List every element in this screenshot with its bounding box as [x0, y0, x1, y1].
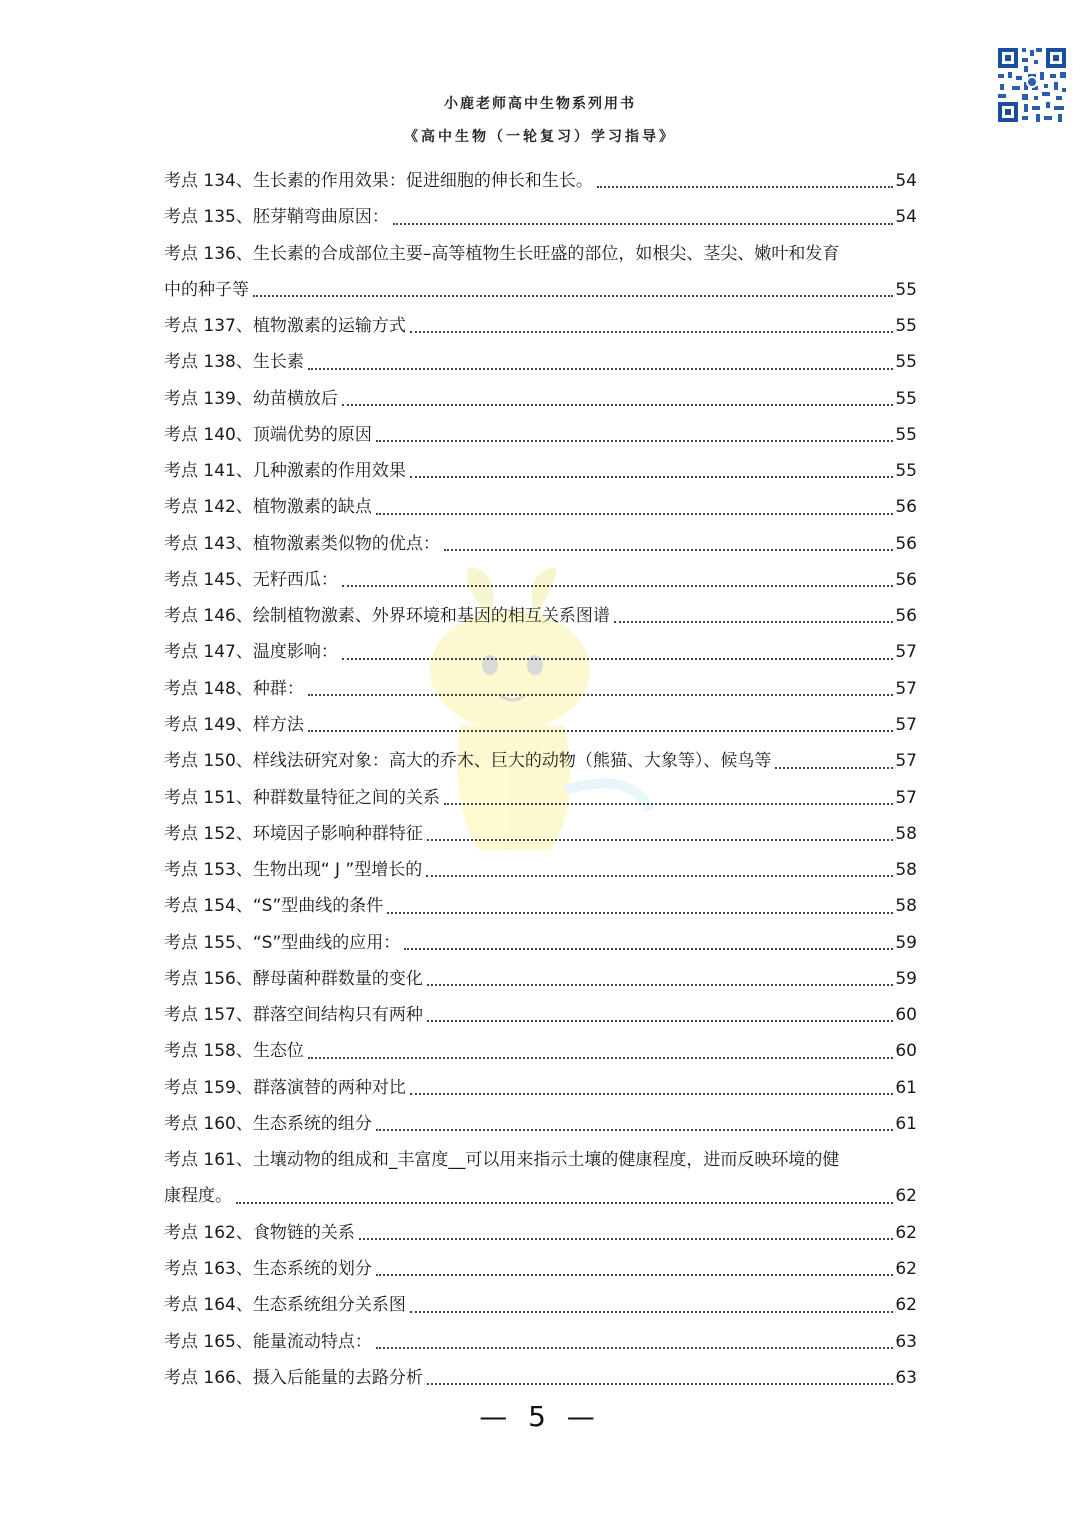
dot-leader [410, 1093, 894, 1095]
toc-entry-title: 考点 155、“S”型曲线的应用： [164, 932, 401, 953]
toc-entry-page: 58 [895, 860, 917, 881]
toc-entry-title: 考点 139、幼苗横放后 [164, 388, 338, 409]
qr-code-icon [992, 42, 1072, 128]
toc-entry[interactable] [164, 1360, 917, 1396]
toc-entry-title: 考点 138、生长素 [164, 352, 304, 373]
toc-entry-page: 54 [895, 207, 917, 228]
toc-entry-page: 62 [895, 1222, 917, 1243]
toc-entry-title: 考点 149、样方法 [164, 714, 304, 735]
toc-entry-title: 考点 147、温度影响： [164, 642, 338, 663]
dot-leader [427, 1383, 894, 1385]
dot-leader [376, 440, 894, 442]
dot-leader [775, 767, 893, 769]
toc-entry-page: 55 [895, 461, 917, 482]
dot-leader [614, 621, 894, 623]
toc-entry-page: 59 [895, 968, 917, 989]
dot-leader [342, 658, 894, 660]
toc-entry-page: 61 [895, 1077, 917, 1098]
toc-entry-page: 62 [895, 1258, 917, 1279]
dot-leader [444, 549, 894, 551]
dot-leader [426, 875, 893, 877]
dot-leader [308, 1057, 894, 1059]
qr-code [992, 42, 1072, 128]
dot-leader [253, 295, 893, 297]
toc-entry-title: 考点 150、样线法研究对象：高大的乔木、巨大的动物（熊猫、大象等）、候鸟等 [164, 751, 772, 772]
toc-entry[interactable] [164, 888, 917, 924]
toc-entry[interactable] [164, 1033, 917, 1069]
toc-entry[interactable] [164, 381, 917, 417]
toc-entry[interactable] [164, 598, 917, 634]
toc-entry[interactable] [164, 344, 917, 380]
toc-entry[interactable] [164, 1324, 917, 1360]
toc-entry-page: 55 [895, 316, 917, 337]
toc-entry-title: 考点 166、摄入后能量的去路分析 [164, 1367, 423, 1388]
toc-entry-title: 考点 135、胚芽鞘弯曲原因： [164, 207, 389, 228]
toc-entry[interactable] [164, 997, 917, 1033]
toc-entry-page: 55 [895, 388, 917, 409]
toc-entry[interactable] [164, 961, 917, 997]
dot-leader [404, 948, 893, 950]
dot-leader [308, 368, 894, 370]
toc-entry-title: 考点 141、几种激素的作用效果 [164, 461, 406, 482]
toc-entry-title: 考点 143、植物激素类似物的优点： [164, 533, 440, 554]
toc-entry[interactable] [164, 925, 917, 961]
toc-entry[interactable] [164, 1251, 917, 1287]
toc-entry[interactable] [164, 272, 917, 308]
toc-entry[interactable] [164, 1106, 917, 1142]
toc-entry-page: 63 [895, 1331, 917, 1352]
toc-entry[interactable] [164, 562, 917, 598]
dot-leader [308, 694, 894, 696]
toc-entry-title: 考点 151、种群数量特征之间的关系 [164, 787, 440, 808]
toc-entry[interactable] [164, 199, 917, 235]
toc-entry-page: 55 [895, 352, 917, 373]
dot-leader [427, 839, 894, 841]
toc-entry-page: 60 [895, 1041, 917, 1062]
dot-leader [376, 1274, 894, 1276]
toc-entry-title: 考点 162、食物链的关系 [164, 1222, 355, 1243]
toc-entry-page: 55 [895, 424, 917, 445]
table-of-contents [164, 163, 917, 1396]
dot-leader [444, 803, 894, 805]
toc-entry-title: 考点 142、植物激素的缺点 [164, 497, 372, 518]
toc-entry-page: 57 [895, 678, 917, 699]
toc-entry-page: 54 [895, 171, 917, 191]
dot-leader [427, 1020, 894, 1022]
dot-leader [236, 1202, 893, 1204]
dot-leader [342, 585, 894, 587]
toc-entry[interactable] [164, 707, 917, 743]
toc-entry-page: 56 [895, 533, 917, 554]
toc-entry[interactable] [164, 489, 917, 525]
dot-leader [376, 513, 894, 515]
toc-entry-page: 56 [895, 606, 917, 627]
toc-entry-title: 考点 157、群落空间结构只有两种 [164, 1005, 423, 1026]
toc-entry-title: 考点 159、群落演替的两种对比 [164, 1077, 406, 1098]
toc-entry-title: 考点 146、绘制植物激素、外界环境和基因的相互关系图谱 [164, 606, 610, 627]
book-title: 《高中生物（一轮复习）学习指导》 [404, 129, 676, 145]
toc-entry[interactable] [164, 671, 917, 707]
toc-entry-title: 考点 140、顶端优势的原因 [164, 424, 372, 445]
toc-entry-title: 康程度。 [164, 1186, 232, 1207]
toc-entry[interactable] [164, 780, 917, 816]
toc-entry[interactable] [164, 163, 917, 199]
toc-entry[interactable] [164, 1070, 917, 1106]
toc-entry-page: 55 [895, 279, 917, 300]
dot-leader [410, 1311, 894, 1313]
toc-entry-page: 59 [895, 932, 917, 953]
toc-entry[interactable] [164, 236, 917, 272]
toc-entry-page: 58 [895, 896, 917, 917]
toc-entry-title: 考点 148、种群： [164, 678, 304, 699]
toc-entry-page: 61 [895, 1113, 917, 1134]
toc-entry-title: 中的种子等 [164, 279, 249, 300]
toc-entry-title: 考点 163、生态系统的划分 [164, 1258, 372, 1279]
dot-leader [376, 1129, 894, 1131]
page-number: — 5 — [479, 1400, 601, 1433]
toc-entry[interactable] [164, 1178, 917, 1214]
toc-entry-title: 考点 153、生物出现“ J ”型增长的 [164, 860, 423, 881]
toc-entry[interactable] [164, 852, 917, 888]
dot-leader [393, 223, 894, 225]
toc-entry[interactable] [164, 1215, 917, 1251]
toc-entry[interactable] [164, 453, 917, 489]
toc-entry-page: 57 [895, 642, 917, 663]
toc-entry-page: 62 [895, 1186, 917, 1207]
toc-entry[interactable] [164, 743, 917, 779]
toc-entry-title: 考点 160、生态系统的组分 [164, 1113, 372, 1134]
toc-entry-title: 考点 161、土壤动物的组成和_丰富度__可以用来指示土壤的健康程度，进而反映环境的健 [164, 1150, 840, 1171]
toc-entry-title: 考点 164、生态系统组分关系图 [164, 1295, 406, 1316]
toc-entry-page: 57 [895, 751, 917, 772]
toc-entry-title: 考点 136、生长素的合成部位主要–高等植物生长旺盛的部位，如根尖、茎尖、嫩叶和发育 [164, 243, 840, 264]
toc-entry-page: 62 [895, 1295, 917, 1316]
toc-entry-page: 60 [895, 1005, 917, 1026]
toc-entry-title: 考点 134、生长素的作用效果：促进细胞的伸长和生长。 [164, 171, 593, 191]
toc-entry[interactable] [164, 1287, 917, 1323]
toc-entry-page: 63 [895, 1367, 917, 1388]
dot-leader [359, 1238, 894, 1240]
toc-entry-page: 56 [895, 569, 917, 590]
toc-entry-title: 考点 137、植物激素的运输方式 [164, 316, 406, 337]
toc-entry[interactable] [164, 1142, 917, 1178]
toc-entry[interactable] [164, 634, 917, 670]
dot-leader [376, 1347, 894, 1349]
dot-leader [342, 404, 894, 406]
toc-entry-title: 考点 158、生态位 [164, 1041, 304, 1062]
dot-leader [410, 331, 894, 333]
dot-leader [387, 912, 893, 914]
toc-entry-page: 57 [895, 714, 917, 735]
toc-entry[interactable] [164, 816, 917, 852]
toc-entry-page: 58 [895, 823, 917, 844]
dot-leader [308, 730, 894, 732]
toc-entry[interactable] [164, 308, 917, 344]
dot-leader [410, 476, 894, 478]
toc-entry[interactable] [164, 526, 917, 562]
toc-entry-title: 考点 156、酵母菌种群数量的变化 [164, 968, 423, 989]
toc-entry-title: 考点 165、能量流动特点： [164, 1331, 372, 1352]
dot-leader [597, 186, 894, 188]
toc-entry[interactable] [164, 417, 917, 453]
dot-leader [427, 984, 894, 986]
toc-entry-title: 考点 145、无籽西瓜： [164, 569, 338, 590]
toc-entry-title: 考点 154、“S”型曲线的条件 [164, 896, 384, 917]
toc-entry-title: 考点 152、环境因子影响种群特征 [164, 823, 423, 844]
toc-entry-page: 56 [895, 497, 917, 518]
toc-entry-page: 57 [895, 787, 917, 808]
series-title: 小鹿老师高中生物系列用书 [444, 96, 636, 112]
